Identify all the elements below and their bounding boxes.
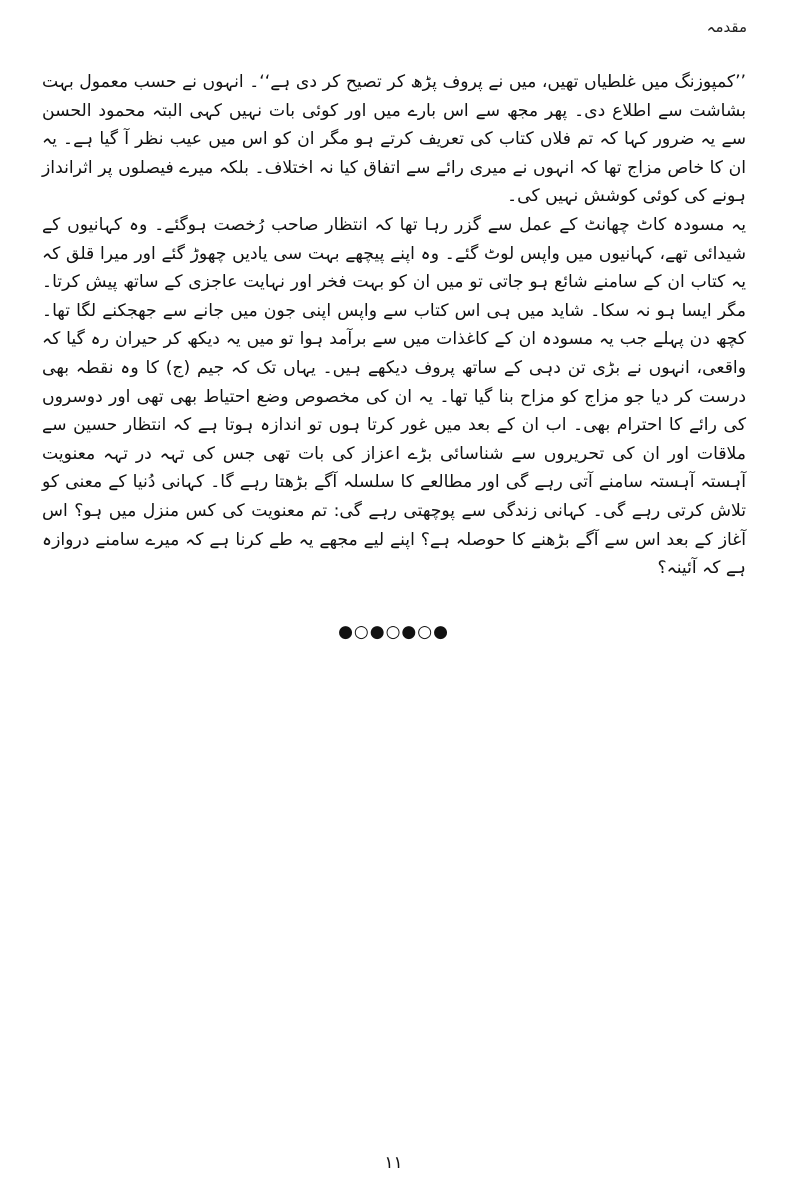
page-number: ۱۱ [384, 1153, 403, 1173]
section-ornament: ●○●○●○● [338, 622, 449, 642]
paragraph-2: یہ مسودہ کاٹ چھانٹ کے عمل سے گزر رہا تھا کہ انتظار صاحب رُخصت ہوگئے۔ وہ کہانیوں کے شیدائی تھے، کہانیوں میں واپس لوٹ گئے۔ وہ اپنے پیچھے بہت سی یادیں چھوڑ گئے اور میرا قلق کہ یہ کتاب ان کے سامنے شائع ہو جاتی تو میں ان کو بہت فخر اور نہایت عاجزی کے ساتھ پیش کرتا۔ مگر ایسا ہو نہ سکا۔ شاید میں ہی اس کتاب سے واپس اپنی جون میں جانے سے جھجکنے لگا تھا۔ کچھ دن پہلے جب یہ مسودہ ان کے کاغذات میں سے برآمد ہوا تو میں یہ دیکھ کر حیران رہ گیا کہ واقعی، انہوں نے بڑی تن دہی کے ساتھ پروف دیکھے ہیں۔ یہاں تک کہ جیم (ج) کا وہ نقطہ بھی درست کر دیا جو مزاج کو مزاح بنا گیا تھا۔ یہ ان کی مخصوص وضع احتیاط بھی تھی اور دوسروں کی رائے کا احترام بھی۔ اب ان کے بعد میں غور کرتا ہوں تو اندازہ ہوتا ہے کہ انتظار حسین سے ملاقات اور ان کی تحریروں سے شناسائی بڑے اعزاز کی بات تھی جس کی تہہ در تہہ معنویت آہستہ آہستہ سامنے آتی رہے گی اور مطالعے کا سلسلہ آگے بڑھتا رہے گا۔ کہانی دُنیا کے معنی کو تلاش کرتی رہے گی۔ کہانی زندگی سے پوچھتی رہے گی: تم معنویت کی کس منزل میں ہو؟ اس آغاز کے بعد اس سے آگے بڑھنے کا حوصلہ ہے؟ اپنے لیے مجھے یہ طے کرنا ہے کہ میرے سامنے دروازہ ہے کہ آئینہ؟ [42, 214, 746, 579]
body-text [42, 68, 746, 583]
paragraph-1: ’’کمپوزنگ میں غلطیاں تھیں، میں نے پروف پڑھ کر تصیح کر دی ہے‘‘۔ انہوں نے حسب معمول بہت بشاشت سے اطلاع دی۔ پھر مجھ سے اس بارے میں اور کوئی بات نہیں کہی البتہ محمود الحسن سے یہ ضرور کہا کہ تم فلاں کتاب کی تعریف کرتے ہو مگر ان کو اس میں عیب نظر آ گیا ہے۔ یہ ان کا خاص مزاج تھا کہ انہوں نے میری رائے سے اتفاق کیا نہ اختلاف۔ بلکہ میرے فیصلوں پر اثرانداز ہونے کی کوئی کوشش نہیں کی۔ [42, 72, 746, 207]
running-header: مقدمہ [706, 18, 747, 36]
